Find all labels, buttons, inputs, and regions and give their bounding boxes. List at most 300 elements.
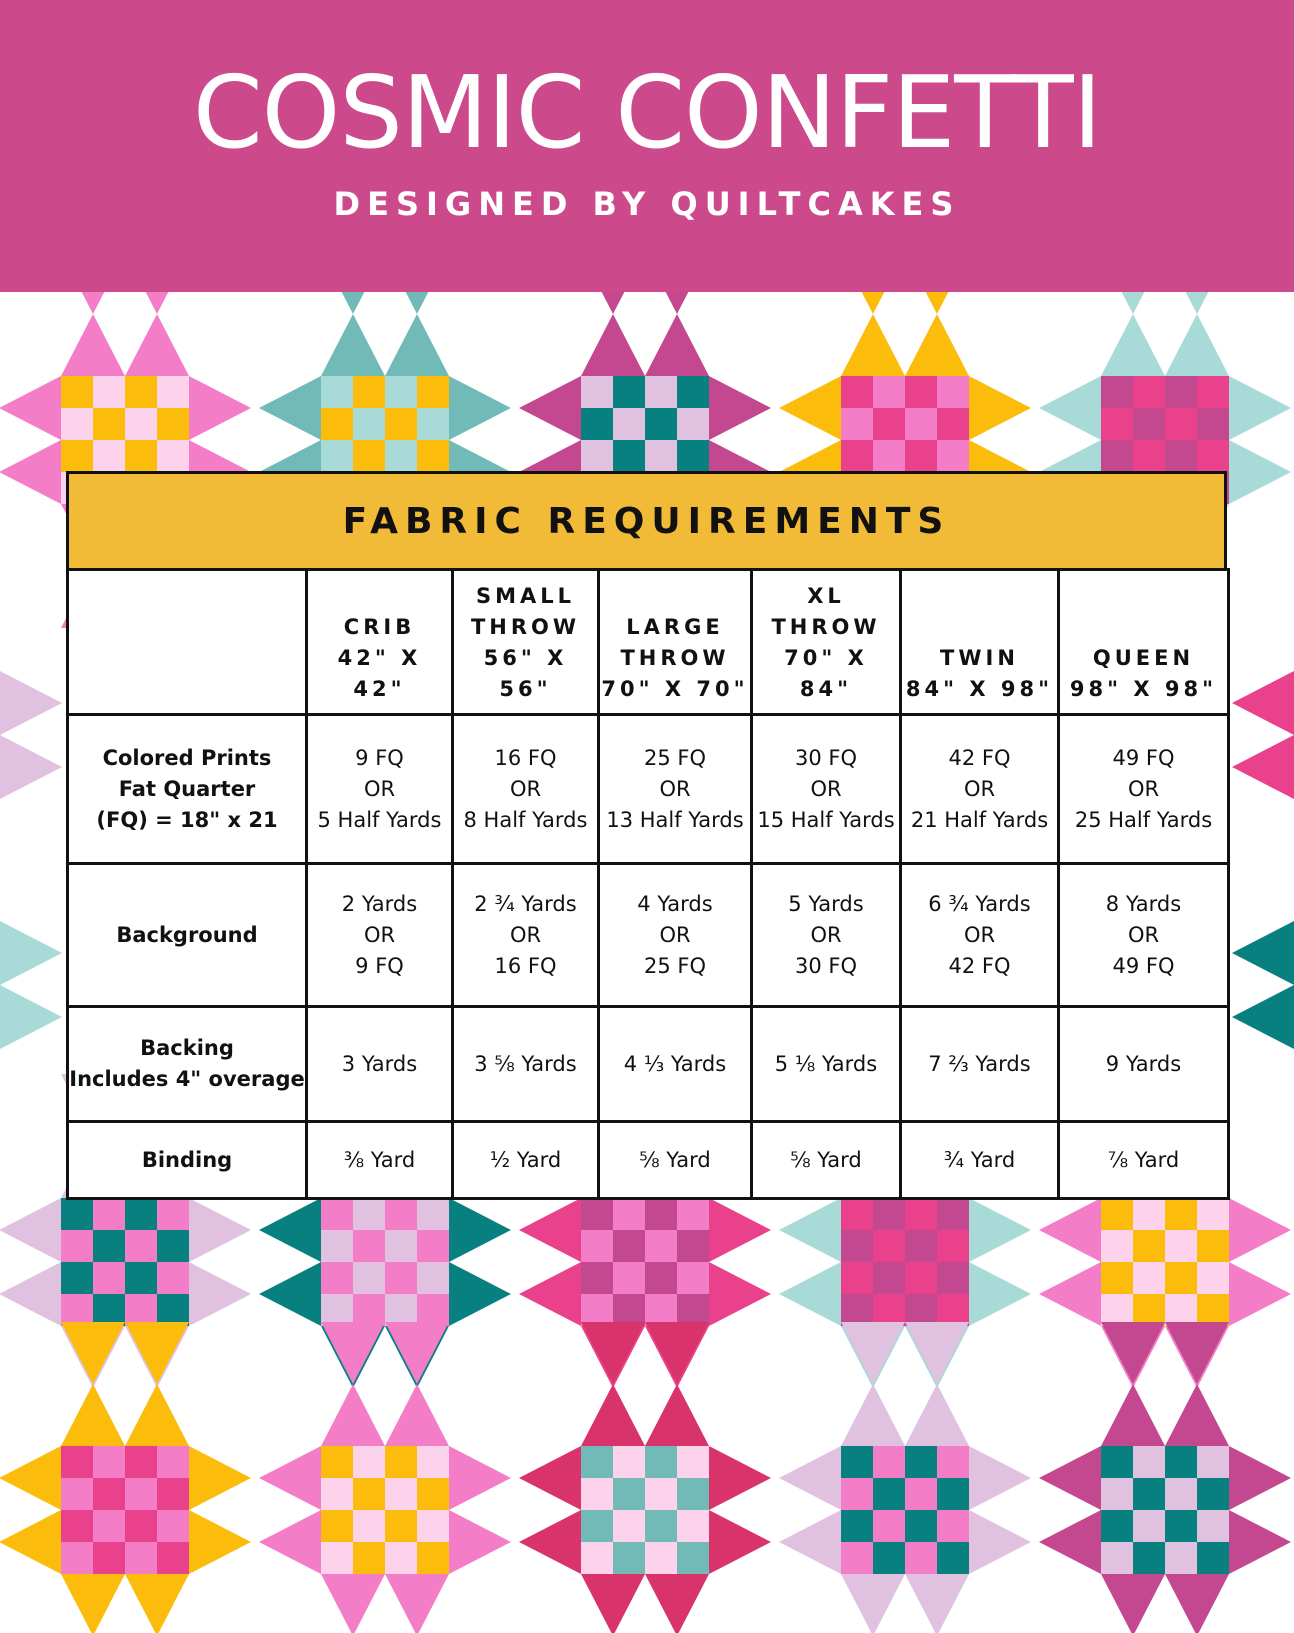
- quilt-star-point: [581, 1384, 645, 1446]
- quilt-square: [937, 1198, 969, 1230]
- quilt-square: [905, 1230, 937, 1262]
- quilt-square: [937, 440, 969, 472]
- quilt-square: [93, 376, 125, 408]
- quilt-square: [645, 1262, 677, 1294]
- table-cell: ⅝ Yard: [752, 1122, 901, 1199]
- quilt-square: [1165, 408, 1197, 440]
- quilt-star-point: [969, 1198, 1031, 1262]
- quilt-square: [417, 1478, 449, 1510]
- table-cell: ¾ Yard: [901, 1122, 1059, 1199]
- quilt-square: [645, 1198, 677, 1230]
- quilt-square: [61, 408, 93, 440]
- quilt-star-point: [709, 1198, 771, 1262]
- quilt-star-point: [321, 1384, 385, 1446]
- quilt-star-point: [1229, 376, 1291, 440]
- quilt-square: [353, 1446, 385, 1478]
- table-cell: ⅞ Yard: [1059, 1122, 1229, 1199]
- quilt-square: [61, 1198, 93, 1230]
- quilt-square: [157, 440, 189, 472]
- quilt-square: [125, 1294, 157, 1326]
- quilt-star-point: [841, 314, 905, 376]
- quilt-square: [1133, 440, 1165, 472]
- quilt-square: [581, 1510, 613, 1542]
- quilt-star-point: [645, 1574, 709, 1633]
- quilt-square: [93, 1294, 125, 1326]
- quilt-square: [581, 408, 613, 440]
- quilt-square: [321, 1478, 353, 1510]
- quilt-square: [873, 1230, 905, 1262]
- table-cell: 25 FQ OR 13 Half Yards: [599, 715, 752, 864]
- quilt-square: [1101, 376, 1133, 408]
- table-cell: 3 Yards: [307, 1007, 453, 1122]
- quilt-star-point: [259, 1446, 321, 1510]
- table-cell: 7 ⅔ Yards: [901, 1007, 1059, 1122]
- quilt-star-point: [385, 314, 449, 376]
- quilt-square: [417, 1542, 449, 1574]
- quilt-square: [645, 1446, 677, 1478]
- quilt-star-point: [1229, 1262, 1291, 1326]
- requirements-grid: [66, 568, 1230, 1200]
- quilt-star-point: [969, 376, 1031, 440]
- quilt-star-point: [1229, 1510, 1291, 1574]
- quilt-star-point: [321, 1322, 385, 1384]
- quilt-star-point: [841, 1322, 905, 1384]
- quilt-square: [125, 1510, 157, 1542]
- fabric-requirements-table: [66, 471, 1227, 1200]
- quilt-square: [1165, 1262, 1197, 1294]
- table-title: FABRIC REQUIREMENTS: [66, 471, 1227, 568]
- quilt-square: [937, 1230, 969, 1262]
- quilt-square: [677, 1510, 709, 1542]
- quilt-square: [93, 1446, 125, 1478]
- quilt-square: [1197, 1230, 1229, 1262]
- quilt-square: [905, 1262, 937, 1294]
- quilt-star-point: [841, 1384, 905, 1446]
- quilt-square: [841, 1478, 873, 1510]
- quilt-square: [353, 408, 385, 440]
- quilt-square: [385, 1198, 417, 1230]
- quilt-square: [157, 1478, 189, 1510]
- quilt-square: [385, 1230, 417, 1262]
- quilt-square: [613, 1446, 645, 1478]
- quilt-square: [321, 376, 353, 408]
- quilt-square: [125, 1542, 157, 1574]
- quilt-star-point: [1232, 671, 1294, 735]
- quilt-square: [581, 1542, 613, 1574]
- table-cell: 5 Yards OR 30 FQ: [752, 864, 901, 1007]
- quilt-square: [677, 1230, 709, 1262]
- quilt-square: [841, 1542, 873, 1574]
- row-label: Binding: [68, 1122, 307, 1199]
- quilt-square: [61, 1542, 93, 1574]
- quilt-star-point: [189, 376, 251, 440]
- quilt-star-point: [0, 671, 62, 735]
- quilt-star-point: [905, 314, 969, 376]
- quilt-star-point: [581, 1574, 645, 1633]
- quilt-square: [321, 1542, 353, 1574]
- quilt-square: [93, 408, 125, 440]
- quilt-star-point: [645, 1322, 709, 1384]
- quilt-square: [937, 376, 969, 408]
- quilt-square: [645, 1478, 677, 1510]
- quilt-square: [321, 1510, 353, 1542]
- quilt-square: [1101, 1294, 1133, 1326]
- quilt-star-point: [581, 1322, 645, 1384]
- quilt-square: [385, 376, 417, 408]
- quilt-square: [937, 1262, 969, 1294]
- quilt-square: [417, 1446, 449, 1478]
- quilt-star-point: [1039, 1510, 1101, 1574]
- quilt-square: [937, 1294, 969, 1326]
- quilt-square: [645, 1230, 677, 1262]
- quilt-square: [613, 1294, 645, 1326]
- quilt-star-point: [709, 376, 771, 440]
- quilt-square: [1101, 1262, 1133, 1294]
- quilt-square: [905, 376, 937, 408]
- quilt-square: [841, 1230, 873, 1262]
- quilt-star-point: [61, 314, 125, 376]
- quilt-square: [1197, 1542, 1229, 1574]
- quilt-star-point: [779, 1446, 841, 1510]
- quilt-star-point: [905, 1574, 969, 1633]
- table-cell: 2 ¾ Yards OR 16 FQ: [453, 864, 599, 1007]
- quilt-square: [125, 440, 157, 472]
- quilt-square: [385, 1542, 417, 1574]
- quilt-star-point: [0, 1262, 61, 1326]
- quilt-square: [1101, 1198, 1133, 1230]
- row-label: Colored Prints Fat Quarter (FQ) = 18" x 21: [68, 715, 307, 864]
- quilt-square: [873, 408, 905, 440]
- quilt-star-point: [1101, 314, 1165, 376]
- table-cell: 16 FQ OR 8 Half Yards: [453, 715, 599, 864]
- quilt-star-point: [709, 1262, 771, 1326]
- table-cell: 4 ⅓ Yards: [599, 1007, 752, 1122]
- quilt-square: [157, 1198, 189, 1230]
- quilt-star-point: [259, 1510, 321, 1574]
- quilt-star-point: [1039, 1262, 1101, 1326]
- quilt-star-point: [969, 1510, 1031, 1574]
- quilt-square: [353, 1262, 385, 1294]
- quilt-square: [417, 1198, 449, 1230]
- quilt-square: [417, 1230, 449, 1262]
- quilt-square: [1133, 1262, 1165, 1294]
- quilt-square: [1165, 1230, 1197, 1262]
- table-cell: 49 FQ OR 25 Half Yards: [1059, 715, 1229, 864]
- quilt-square: [353, 1294, 385, 1326]
- quilt-square: [645, 1510, 677, 1542]
- quilt-star-point: [449, 1510, 511, 1574]
- quilt-square: [645, 376, 677, 408]
- quilt-square: [1133, 376, 1165, 408]
- quilt-square: [385, 1478, 417, 1510]
- quilt-star-point: [969, 1262, 1031, 1326]
- quilt-square: [417, 1294, 449, 1326]
- quilt-star-point: [0, 1510, 61, 1574]
- quilt-square: [385, 1294, 417, 1326]
- quilt-star-point: [519, 376, 581, 440]
- quilt-square: [937, 1478, 969, 1510]
- quilt-square: [613, 1510, 645, 1542]
- quilt-star-point: [259, 376, 321, 440]
- quilt-square: [417, 1510, 449, 1542]
- quilt-square: [581, 1230, 613, 1262]
- quilt-star-point: [1232, 735, 1294, 799]
- table-cell: ⅝ Yard: [599, 1122, 752, 1199]
- quilt-star-point: [519, 1510, 581, 1574]
- quilt-square: [125, 408, 157, 440]
- quilt-square: [841, 376, 873, 408]
- quilt-square: [677, 1294, 709, 1326]
- quilt-square: [321, 1262, 353, 1294]
- quilt-square: [645, 440, 677, 472]
- quilt-star-point: [841, 1574, 905, 1633]
- table-cell: 42 FQ OR 21 Half Yards: [901, 715, 1059, 864]
- quilt-square: [157, 1262, 189, 1294]
- quilt-square: [937, 1446, 969, 1478]
- table-cell: 9 FQ OR 5 Half Yards: [307, 715, 453, 864]
- quilt-square: [905, 1542, 937, 1574]
- quilt-square: [1197, 1198, 1229, 1230]
- quilt-star-point: [1229, 440, 1291, 504]
- quilt-square: [1165, 1478, 1197, 1510]
- quilt-star-point: [61, 1384, 125, 1446]
- quilt-star-point: [385, 1384, 449, 1446]
- quilt-star-point: [1229, 1198, 1291, 1262]
- quilt-square: [1133, 1294, 1165, 1326]
- quilt-star-point: [1039, 1446, 1101, 1510]
- quilt-square: [61, 1294, 93, 1326]
- empty-corner-cell: [68, 570, 307, 715]
- quilt-square: [93, 1510, 125, 1542]
- quilt-square: [873, 1262, 905, 1294]
- quilt-square: [841, 1446, 873, 1478]
- quilt-square: [613, 440, 645, 472]
- quilt-star-point: [905, 1384, 969, 1446]
- quilt-star-point: [189, 1262, 251, 1326]
- quilt-square: [61, 1510, 93, 1542]
- quilt-square: [321, 440, 353, 472]
- column-header-crib: CRIB 42" X 42": [307, 570, 453, 715]
- quilt-square: [873, 376, 905, 408]
- quilt-square: [353, 1542, 385, 1574]
- quilt-square: [613, 408, 645, 440]
- quilt-star-point: [1165, 1322, 1229, 1384]
- quilt-star-point: [519, 1446, 581, 1510]
- table-row-backing: [68, 1007, 1229, 1122]
- quilt-square: [1165, 1542, 1197, 1574]
- quilt-square: [873, 1294, 905, 1326]
- quilt-square: [873, 1198, 905, 1230]
- quilt-square: [905, 1446, 937, 1478]
- table-cell: 2 Yards OR 9 FQ: [307, 864, 453, 1007]
- quilt-square: [645, 1542, 677, 1574]
- quilt-square: [677, 1262, 709, 1294]
- quilt-star-point: [449, 1446, 511, 1510]
- quilt-square: [841, 1294, 873, 1326]
- quilt-square: [93, 1230, 125, 1262]
- size-header-row: [68, 570, 1229, 715]
- quilt-square: [937, 1542, 969, 1574]
- quilt-star-point: [1101, 1322, 1165, 1384]
- quilt-square: [157, 1446, 189, 1478]
- quilt-square: [581, 440, 613, 472]
- table-cell: ⅜ Yard: [307, 1122, 453, 1199]
- quilt-square: [905, 408, 937, 440]
- quilt-star-point: [709, 1446, 771, 1510]
- column-header-queen: QUEEN 98" X 98": [1059, 570, 1229, 715]
- table-row-background: [68, 864, 1229, 1007]
- quilt-square: [677, 440, 709, 472]
- quilt-square: [1101, 440, 1133, 472]
- quilt-star-point: [0, 921, 62, 985]
- table-cell: 6 ¾ Yards OR 42 FQ: [901, 864, 1059, 1007]
- quilt-star-point: [1165, 1384, 1229, 1446]
- quilt-square: [841, 1510, 873, 1542]
- quilt-star-point: [1165, 314, 1229, 376]
- quilt-star-point: [125, 1322, 189, 1384]
- quilt-square: [581, 1478, 613, 1510]
- quilt-square: [905, 1478, 937, 1510]
- quilt-star-point: [125, 314, 189, 376]
- quilt-square: [1197, 1478, 1229, 1510]
- quilt-square: [157, 408, 189, 440]
- quilt-star-point: [0, 1198, 61, 1262]
- quilt-square: [1165, 1510, 1197, 1542]
- quilt-square: [645, 408, 677, 440]
- quilt-square: [61, 1446, 93, 1478]
- quilt-square: [157, 1510, 189, 1542]
- quilt-star-point: [385, 1322, 449, 1384]
- quilt-square: [1197, 440, 1229, 472]
- quilt-star-point: [61, 1322, 125, 1384]
- quilt-square: [321, 1198, 353, 1230]
- quilt-star-point: [125, 1384, 189, 1446]
- quilt-square: [1101, 1230, 1133, 1262]
- quilt-square: [937, 408, 969, 440]
- quilt-square: [321, 1230, 353, 1262]
- quilt-square: [125, 376, 157, 408]
- column-header-twin: TWIN 84" X 98": [901, 570, 1059, 715]
- quilt-square: [581, 376, 613, 408]
- quilt-star-point: [779, 376, 841, 440]
- quilt-square: [353, 1230, 385, 1262]
- quilt-square: [613, 1198, 645, 1230]
- quilt-star-point: [709, 1510, 771, 1574]
- quilt-square: [417, 1262, 449, 1294]
- quilt-star-point: [1232, 985, 1294, 1049]
- quilt-square: [125, 1230, 157, 1262]
- table-row-colored-prints: [68, 715, 1229, 864]
- quilt-star-point: [0, 1446, 61, 1510]
- quilt-square: [613, 1230, 645, 1262]
- quilt-square: [1133, 1446, 1165, 1478]
- quilt-square: [93, 440, 125, 472]
- quilt-square: [321, 1294, 353, 1326]
- table-cell: 9 Yards: [1059, 1007, 1229, 1122]
- designer-subtitle: DESIGNED BY QUILTCAKES: [333, 185, 961, 223]
- quilt-star-point: [189, 1510, 251, 1574]
- quilt-square: [1197, 376, 1229, 408]
- quilt-square: [353, 440, 385, 472]
- quilt-star-point: [125, 1574, 189, 1633]
- quilt-square: [385, 1262, 417, 1294]
- quilt-square: [61, 1262, 93, 1294]
- quilt-square: [581, 1446, 613, 1478]
- quilt-star-point: [0, 985, 62, 1049]
- quilt-square: [353, 376, 385, 408]
- quilt-star-point: [259, 1262, 321, 1326]
- quilt-star-point: [61, 1574, 125, 1633]
- quilt-square: [613, 1262, 645, 1294]
- quilt-star-point: [321, 314, 385, 376]
- row-label: Backing Includes 4" overage: [68, 1007, 307, 1122]
- quilt-square: [353, 1198, 385, 1230]
- quilt-square: [677, 1446, 709, 1478]
- quilt-square: [93, 1478, 125, 1510]
- quilt-square: [613, 376, 645, 408]
- quilt-square: [321, 408, 353, 440]
- quilt-square: [125, 1446, 157, 1478]
- quilt-square: [1101, 1542, 1133, 1574]
- quilt-star-point: [1232, 921, 1294, 985]
- quilt-star-point: [189, 1446, 251, 1510]
- quilt-square: [1133, 1230, 1165, 1262]
- quilt-square: [125, 1478, 157, 1510]
- quilt-square: [1165, 1294, 1197, 1326]
- quilt-square: [873, 1478, 905, 1510]
- quilt-square: [905, 1198, 937, 1230]
- quilt-star-point: [905, 1322, 969, 1384]
- table-cell: 4 Yards OR 25 FQ: [599, 864, 752, 1007]
- quilt-square: [1197, 1510, 1229, 1542]
- quilt-star-point: [1101, 1384, 1165, 1446]
- quilt-square: [873, 1510, 905, 1542]
- quilt-square: [157, 1230, 189, 1262]
- quilt-square: [321, 1446, 353, 1478]
- quilt-square: [677, 1542, 709, 1574]
- quilt-star-point: [0, 440, 61, 504]
- quilt-square: [1101, 1446, 1133, 1478]
- quilt-star-point: [645, 314, 709, 376]
- quilt-star-point: [449, 376, 511, 440]
- quilt-square: [677, 376, 709, 408]
- quilt-square: [905, 1510, 937, 1542]
- quilt-square: [841, 408, 873, 440]
- quilt-square: [61, 440, 93, 472]
- quilt-square: [581, 1198, 613, 1230]
- quilt-square: [1133, 1510, 1165, 1542]
- quilt-square: [677, 1198, 709, 1230]
- quilt-star-point: [1165, 1574, 1229, 1633]
- quilt-square: [1165, 1198, 1197, 1230]
- table-cell: 3 ⅝ Yards: [453, 1007, 599, 1122]
- quilt-square: [1133, 1478, 1165, 1510]
- quilt-star-point: [779, 1262, 841, 1326]
- quilt-square: [1101, 1478, 1133, 1510]
- quilt-star-point: [189, 1198, 251, 1262]
- quilt-star-point: [1039, 376, 1101, 440]
- quilt-square: [937, 1510, 969, 1542]
- quilt-star-point: [1039, 1198, 1101, 1262]
- quilt-square: [1197, 1262, 1229, 1294]
- quilt-square: [1165, 1446, 1197, 1478]
- quilt-square: [1133, 1542, 1165, 1574]
- quilt-star-point: [321, 1574, 385, 1633]
- column-header-small-throw: SMALL THROW 56" X 56": [453, 570, 599, 715]
- quilt-square: [905, 1294, 937, 1326]
- quilt-star-point: [0, 376, 61, 440]
- quilt-square: [581, 1262, 613, 1294]
